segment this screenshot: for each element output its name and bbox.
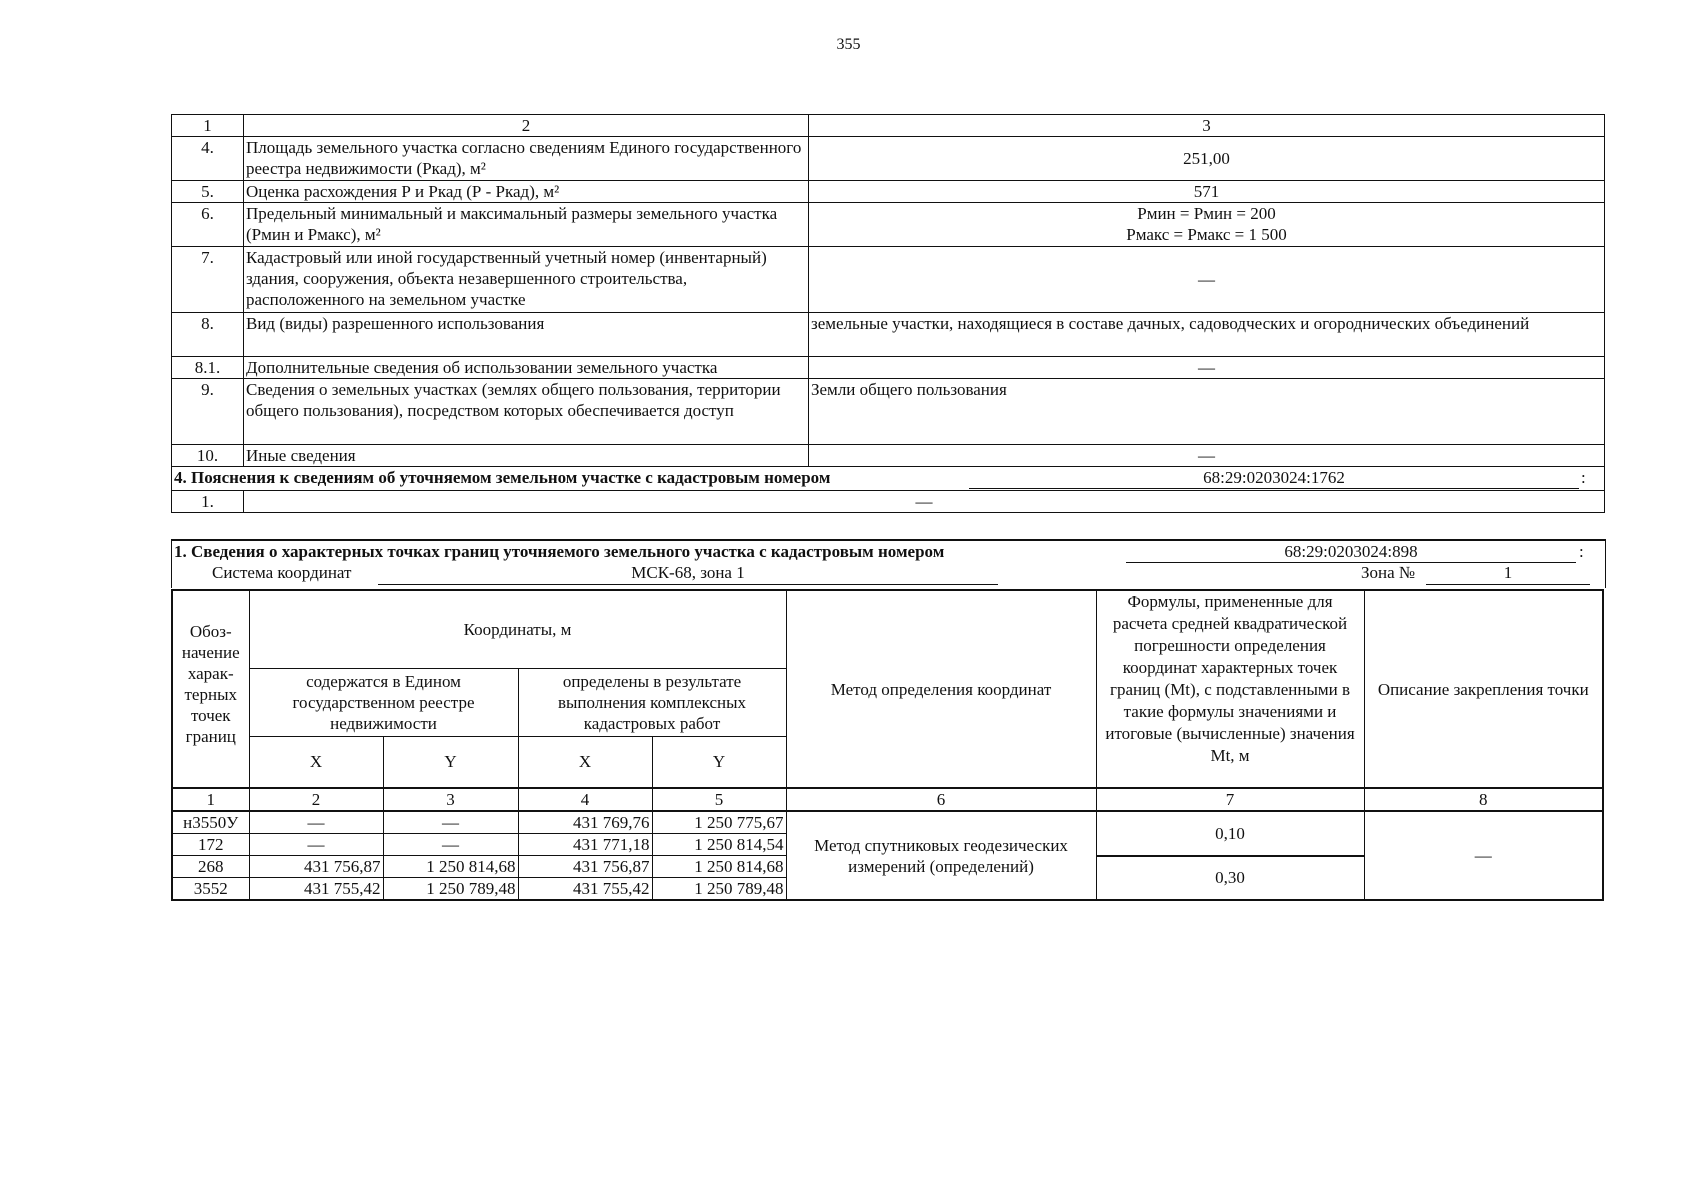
header-coordinates: Координаты, м (249, 590, 786, 668)
col-number: 7 (1096, 788, 1364, 811)
row-number: 9. (172, 379, 244, 445)
min-size-value: Рмин = Рмин = 200 (1137, 204, 1276, 223)
row-label: Вид (виды) разрешенного использования (244, 313, 809, 357)
description-value: — (1364, 811, 1603, 900)
header-col-3: 3 (809, 115, 1605, 137)
page-number: 355 (836, 36, 861, 53)
col-number: 6 (786, 788, 1096, 811)
header-y-egrn: Y (383, 736, 518, 788)
header-x-egrn: X (249, 736, 383, 788)
point-x-egrn: 431 755,42 (249, 878, 383, 901)
table-row (172, 445, 1605, 467)
row-label: Сведения о земельных участках (землях общего пользования, территории общего пользования), посредством которых обеспечивается доступ (244, 379, 809, 445)
point-y-egrn: 1 250 814,68 (383, 856, 518, 878)
header-description: Описание закрепления точки (1364, 590, 1603, 788)
row-value: — (244, 491, 1605, 513)
mt-group-1: 0,10 (1096, 811, 1364, 856)
col-number: 2 (249, 788, 383, 811)
table-row (172, 313, 1605, 357)
max-size-value: Рмакс = Рмакс = 1 500 (1126, 225, 1287, 244)
row-value: земельные участки, находящиеся в составе дачных, садоводческих и огороднических объединений (809, 313, 1605, 357)
point-x-egrn: — (249, 834, 383, 856)
point-x-new: 431 756,87 (518, 856, 652, 878)
col-number: 3 (383, 788, 518, 811)
land-plot-info-table (171, 114, 1605, 513)
row-number: 8. (172, 313, 244, 357)
table-row (172, 203, 1605, 247)
method-value: Метод спутниковых геодезических измерений (определений) (786, 811, 1096, 900)
coord-system-line (171, 562, 1606, 588)
header-x-new: X (518, 736, 652, 788)
row-number: 6. (172, 203, 244, 247)
point-x-new: 431 755,42 (518, 878, 652, 901)
point-y-egrn: 1 250 789,48 (383, 878, 518, 901)
row-number: 5. (172, 181, 244, 203)
row-value: — (809, 445, 1605, 467)
row-label: Площадь земельного участка согласно сведениям Единого государственного реестра недвижимости (Ркад), м² (244, 137, 809, 181)
coord-system-value: МСК-68, зона 1 (378, 562, 998, 585)
table-row (172, 811, 1603, 834)
explanations-title-row (172, 467, 1605, 491)
table-header-row (172, 115, 1605, 137)
table-row (172, 247, 1605, 313)
header-formulas: Формулы, примененные для расчета средней квадратической погрешности определения координат характерных точек границ (Mt), с подставленными в такие формулы значениями и итоговые (вычисленные) значения Mt, м (1096, 590, 1364, 788)
point-x-egrn: 431 756,87 (249, 856, 383, 878)
points-section-title: 1. Сведения о характерных точках границ уточняемого земельного участка с кадастровым номером (174, 542, 945, 561)
points-colon: : (1579, 542, 1584, 561)
mt-group-2: 0,30 (1096, 856, 1364, 901)
points-header-row-1 (172, 590, 1603, 668)
point-y-egrn: — (383, 811, 518, 834)
table-row (172, 137, 1605, 181)
header-col-1: 1 (172, 115, 244, 137)
explanations-title-cell (172, 467, 1605, 491)
point-y-egrn: — (383, 834, 518, 856)
table-row (172, 357, 1605, 379)
point-designation: 3552 (172, 878, 249, 901)
explanations-row (172, 491, 1605, 513)
row-number: 10. (172, 445, 244, 467)
row-number: 7. (172, 247, 244, 313)
column-numbers-row (172, 788, 1603, 811)
row-value: 251,00 (809, 137, 1605, 181)
row-value (809, 203, 1605, 247)
explanations-colon: : (1581, 468, 1586, 487)
explanations-title: 4. Пояснения к сведениям об уточняемом земельном участке с кадастровым номером (174, 468, 831, 487)
row-value: — (809, 247, 1605, 313)
row-number: 4. (172, 137, 244, 181)
point-y-new: 1 250 775,67 (652, 811, 786, 834)
table-row (172, 181, 1605, 203)
points-section-title-line (171, 539, 1606, 563)
col-number: 4 (518, 788, 652, 811)
row-label: Предельный минимальный и максимальный размеры земельного участка (Рмин и Рмакс), м² (244, 203, 809, 247)
row-value: — (809, 357, 1605, 379)
point-y-new: 1 250 814,54 (652, 834, 786, 856)
row-number: 1. (172, 491, 244, 513)
header-cadastral-works: определены в результате выполнения комплексных кадастровых работ (518, 668, 786, 736)
header-method: Метод определения координат (786, 590, 1096, 788)
col-number: 8 (1364, 788, 1603, 811)
col-number: 1 (172, 788, 249, 811)
row-label: Дополнительные сведения об использовании земельного участка (244, 357, 809, 379)
coord-system-label: Система координат (212, 563, 352, 582)
header-y-new: Y (652, 736, 786, 788)
point-designation: 268 (172, 856, 249, 878)
row-label: Оценка расхождения Р и Ркад (Р - Ркад), м² (244, 181, 809, 203)
boundary-points-table (171, 589, 1604, 901)
table-row (172, 379, 1605, 445)
row-number: 8.1. (172, 357, 244, 379)
row-label: Иные сведения (244, 445, 809, 467)
explanations-cadastral-number: 68:29:0203024:1762 (969, 467, 1579, 489)
point-x-egrn: — (249, 811, 383, 834)
header-col-2: 2 (244, 115, 809, 137)
point-x-new: 431 771,18 (518, 834, 652, 856)
point-x-new: 431 769,76 (518, 811, 652, 834)
zone-label: Зона № (1361, 563, 1416, 582)
row-label: Кадастровый или иной государственный учетный номер (инвентарный) здания, сооружения, объекта незавершенного строительства, расположенного на земельном участке (244, 247, 809, 313)
point-y-new: 1 250 789,48 (652, 878, 786, 901)
point-designation: н3550У (172, 811, 249, 834)
header-egrn: содержатся в Едином государственном реестре недвижимости (249, 668, 518, 736)
point-y-new: 1 250 814,68 (652, 856, 786, 878)
points-cadastral-number: 68:29:0203024:898 (1126, 541, 1576, 563)
point-designation: 172 (172, 834, 249, 856)
row-value: 571 (809, 181, 1605, 203)
row-value: Земли общего пользования (809, 379, 1605, 445)
header-designation: Обоз-начение харак-терных точек границ (172, 590, 249, 788)
zone-value: 1 (1426, 562, 1590, 585)
col-number: 5 (652, 788, 786, 811)
